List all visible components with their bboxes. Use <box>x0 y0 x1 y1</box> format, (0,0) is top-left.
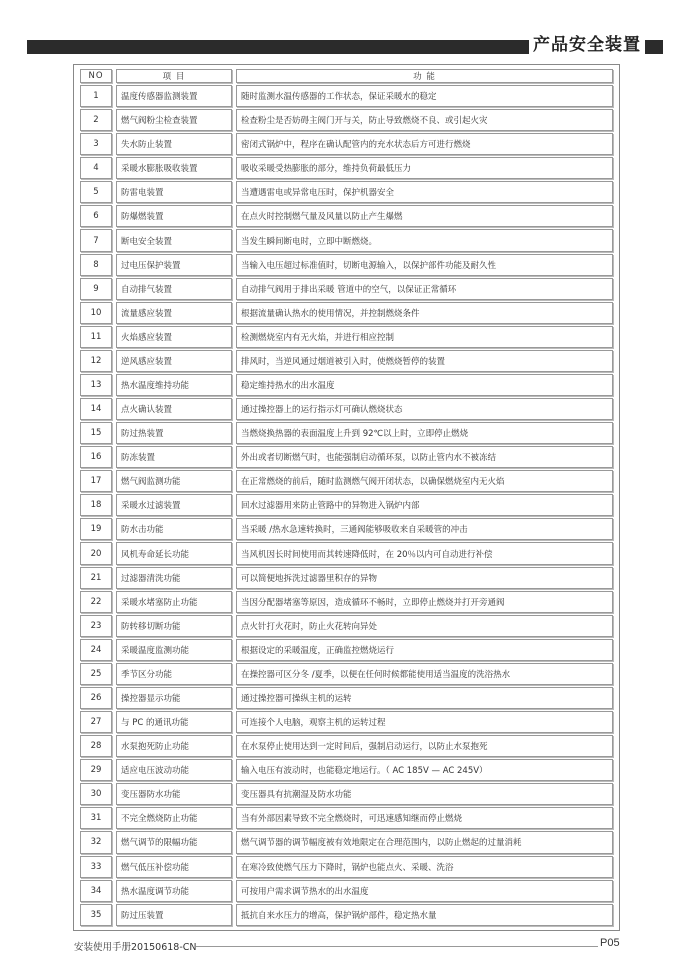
row-item: 过电压保护装置 <box>116 254 232 276</box>
row-number: 31 <box>80 807 112 829</box>
row-item: 点火确认装置 <box>116 398 232 420</box>
row-function: 可按用户需求调节热水的出水温度 <box>236 880 613 902</box>
header-item: 项 目 <box>116 69 232 83</box>
table-row <box>80 807 613 829</box>
row-number: 26 <box>80 687 112 709</box>
table-row <box>80 518 613 540</box>
row-item: 断电安全装置 <box>116 229 232 251</box>
row-number: 11 <box>80 326 112 348</box>
row-function: 回水过滤器用来防止管路中的异物进入锅炉内部 <box>236 494 613 516</box>
table-row <box>80 494 613 516</box>
row-function: 燃气调节器的调节幅度被有效地限定在合理范围内，以防止燃起的过量消耗 <box>236 831 613 853</box>
row-number: 30 <box>80 783 112 805</box>
page-title: 产品安全装置 <box>529 34 645 56</box>
row-number: 23 <box>80 615 112 637</box>
table-header-row <box>80 69 613 83</box>
row-item: 逆风感应装置 <box>116 350 232 372</box>
row-number: 33 <box>80 856 112 878</box>
row-item: 防转移切断功能 <box>116 615 232 637</box>
row-item: 热水温度调节功能 <box>116 880 232 902</box>
table-row <box>80 398 613 420</box>
table-row <box>80 181 613 203</box>
footer-divider <box>196 946 598 947</box>
table-row <box>80 254 613 276</box>
manual-label: 安装使用手册20150618-CN <box>74 942 197 953</box>
row-item: 与 PC 的通讯功能 <box>116 711 232 733</box>
row-item: 季节区分功能 <box>116 663 232 685</box>
row-item: 变压器防水功能 <box>116 783 232 805</box>
table-row <box>80 374 613 396</box>
row-function: 当采暖 /热水急速转换时，三通阀能够吸收来自采暖管的冲击 <box>236 518 613 540</box>
row-function: 点火针打火花时，防止火花转向异处 <box>236 615 613 637</box>
row-number: 25 <box>80 663 112 685</box>
table-row <box>80 422 613 444</box>
row-item: 采暖水膨胀吸收装置 <box>116 157 232 179</box>
table-row <box>80 229 613 251</box>
header-no: NO <box>80 69 112 83</box>
row-function: 当风机因长时间使用而其转速降低时，在 20％以内可自动进行补偿 <box>236 542 613 564</box>
row-item: 风机寿命延长功能 <box>116 542 232 564</box>
table-row <box>80 856 613 878</box>
row-number: 13 <box>80 374 112 396</box>
row-function: 当输入电压超过标准值时，切断电源输入，以保护部件功能及耐久性 <box>236 254 613 276</box>
row-number: 24 <box>80 639 112 661</box>
row-item: 热水温度维持功能 <box>116 374 232 396</box>
row-number: 7 <box>80 229 112 251</box>
table-row <box>80 278 613 300</box>
row-number: 3 <box>80 133 112 155</box>
row-number: 18 <box>80 494 112 516</box>
table-row <box>80 85 613 107</box>
table-row <box>80 446 613 468</box>
row-number: 35 <box>80 904 112 926</box>
row-function: 在操控器可区分冬 /夏季，以便在任何时候都能使用适当温度的洗浴热水 <box>236 663 613 685</box>
table-row <box>80 591 613 613</box>
table-row <box>80 735 613 757</box>
row-function: 当遭遇雷电或异常电压时，保护机器安全 <box>236 181 613 203</box>
row-number: 34 <box>80 880 112 902</box>
row-number: 8 <box>80 254 112 276</box>
table-row <box>80 759 613 781</box>
row-function: 当燃烧换热器的表面温度上升到 92℃以上时，立即停止燃烧 <box>236 422 613 444</box>
row-function: 自动排气阀用于排出采暖 管道中的空气，以保证正常循环 <box>236 278 613 300</box>
row-function: 可以简便地拆洗过滤器里积存的异物 <box>236 567 613 589</box>
row-item: 失水防止装置 <box>116 133 232 155</box>
row-number: 20 <box>80 542 112 564</box>
table-row <box>80 639 613 661</box>
row-function: 通过操控器上的运行指示灯可确认燃烧状态 <box>236 398 613 420</box>
row-number: 14 <box>80 398 112 420</box>
row-item: 温度传感器监测装置 <box>116 85 232 107</box>
row-function: 抵抗自来水压力的增高，保护锅炉部件，稳定热水量 <box>236 904 613 926</box>
row-item: 防冻装置 <box>116 446 232 468</box>
row-item: 燃气阀监测功能 <box>116 470 232 492</box>
row-function: 在水泵停止使用达到一定时间后，强制启动运行，以防止水泵抱死 <box>236 735 613 757</box>
table-row <box>80 904 613 926</box>
row-number: 10 <box>80 302 112 324</box>
table-row <box>80 663 613 685</box>
page-number: P05 <box>600 937 620 949</box>
row-item: 适应电压波动功能 <box>116 759 232 781</box>
row-item: 火焰感应装置 <box>116 326 232 348</box>
table-row <box>80 831 613 853</box>
row-item: 燃气调节的限幅功能 <box>116 831 232 853</box>
row-item: 燃气低压补偿功能 <box>116 856 232 878</box>
row-item: 过滤器清洗功能 <box>116 567 232 589</box>
table-row <box>80 880 613 902</box>
row-function: 检查粉尘是否妨碍主阀门开与关，防止导致燃烧不良、或引起火灾 <box>236 109 613 131</box>
row-function: 根据流量确认热水的使用情况，并控制燃烧条件 <box>236 302 613 324</box>
row-function: 吸收采暖受热膨胀的部分，维持负荷最低压力 <box>236 157 613 179</box>
row-function: 外出或者切断燃气时，也能强制启动循环泵，以防止管内水不被冻结 <box>236 446 613 468</box>
row-item: 防水击功能 <box>116 518 232 540</box>
row-item: 操控器显示功能 <box>116 687 232 709</box>
row-function: 排风时，当逆风通过烟道被引入时，使燃烧暂停的装置 <box>236 350 613 372</box>
row-function: 通过操控器可操纵主机的运转 <box>236 687 613 709</box>
row-item: 燃气阀粉尘检查装置 <box>116 109 232 131</box>
table-row <box>80 109 613 131</box>
row-item: 防过热装置 <box>116 422 232 444</box>
row-number: 22 <box>80 591 112 613</box>
row-number: 2 <box>80 109 112 131</box>
row-item: 采暖水堵塞防止功能 <box>116 591 232 613</box>
table-row <box>80 567 613 589</box>
row-number: 12 <box>80 350 112 372</box>
table-row <box>80 133 613 155</box>
row-function: 可连接个人电脑，观察主机的运转过程 <box>236 711 613 733</box>
row-item: 流量感应装置 <box>116 302 232 324</box>
row-item: 防过压装置 <box>116 904 232 926</box>
row-number: 21 <box>80 567 112 589</box>
row-item: 水泵抱死防止功能 <box>116 735 232 757</box>
table-row <box>80 302 613 324</box>
row-number: 32 <box>80 831 112 853</box>
row-function: 在点火时控制燃气量及风量以防止产生爆燃 <box>236 205 613 227</box>
row-item: 防雷电装置 <box>116 181 232 203</box>
table-row <box>80 326 613 348</box>
row-number: 15 <box>80 422 112 444</box>
header-function: 功 能 <box>236 69 613 83</box>
row-number: 1 <box>80 85 112 107</box>
table-row <box>80 350 613 372</box>
table-row <box>80 783 613 805</box>
row-function: 在正常燃烧的前后，随时监测燃气阀开闭状态，以确保燃烧室内无火焰 <box>236 470 613 492</box>
row-item: 不完全燃烧防止功能 <box>116 807 232 829</box>
row-function: 当有外部因素导致不完全燃烧时，可迅速感知继而停止燃烧 <box>236 807 613 829</box>
table-row <box>80 615 613 637</box>
row-function: 当因分配器堵塞等原因，造成循环不畅时，立即停止燃烧并打开旁通阀 <box>236 591 613 613</box>
row-number: 6 <box>80 205 112 227</box>
row-number: 5 <box>80 181 112 203</box>
row-number: 19 <box>80 518 112 540</box>
table-row <box>80 687 613 709</box>
table-row <box>80 205 613 227</box>
row-function: 随时监测水温传感器的工作状态，保证采暖水的稳定 <box>236 85 613 107</box>
row-number: 28 <box>80 735 112 757</box>
row-function: 当发生瞬间断电时，立即中断燃烧。 <box>236 229 613 251</box>
row-item: 自动排气装置 <box>116 278 232 300</box>
row-item: 防爆燃装置 <box>116 205 232 227</box>
row-number: 27 <box>80 711 112 733</box>
row-number: 29 <box>80 759 112 781</box>
row-function: 输入电压有波动时，也能稳定地运行。（ AC 185V — AC 245V） <box>236 759 613 781</box>
row-number: 9 <box>80 278 112 300</box>
table-row <box>80 470 613 492</box>
row-number: 16 <box>80 446 112 468</box>
row-item: 采暖水过滤装置 <box>116 494 232 516</box>
safety-table-frame <box>73 64 620 931</box>
row-function: 根据设定的采暖温度，正确监控燃烧运行 <box>236 639 613 661</box>
row-item: 采暖温度监测功能 <box>116 639 232 661</box>
row-number: 17 <box>80 470 112 492</box>
row-function: 稳定维持热水的出水温度 <box>236 374 613 396</box>
table-row <box>80 711 613 733</box>
row-function: 变压器具有抗潮湿及防水功能 <box>236 783 613 805</box>
table-row <box>80 157 613 179</box>
row-number: 4 <box>80 157 112 179</box>
table-row <box>80 542 613 564</box>
row-function: 密闭式锅炉中，程序在确认配管内的充水状态后方可进行燃烧 <box>236 133 613 155</box>
row-function: 检测燃烧室内有无火焰，并进行相应控制 <box>236 326 613 348</box>
safety-table <box>76 67 617 928</box>
row-function: 在寒冷致使燃气压力下降时，锅炉也能点火、采暖、洗浴 <box>236 856 613 878</box>
